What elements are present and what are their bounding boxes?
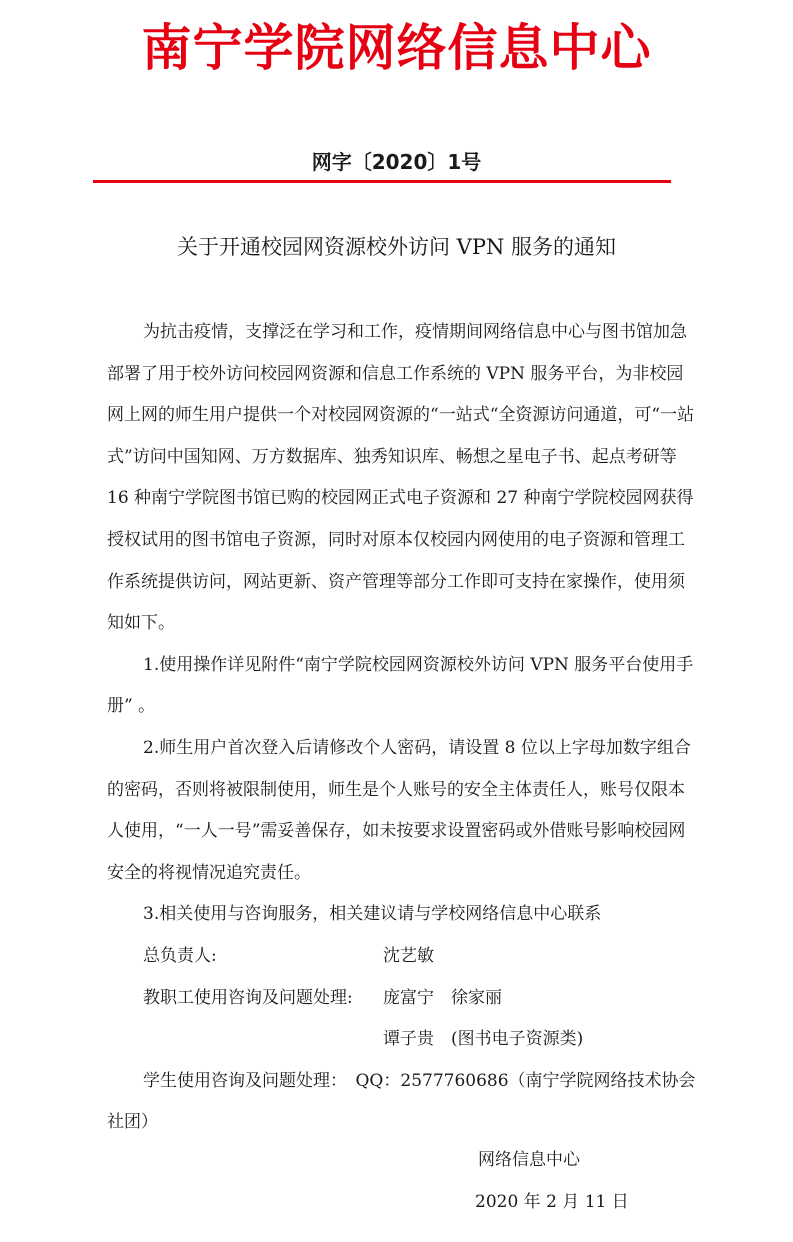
student-contact-paragraph: 学生使用咨询及问题处理： QQ：2577760686（南宁学院网络技术协会社团） [107, 1070, 696, 1133]
red-divider-line [93, 180, 671, 183]
staff-value-1: 庞富宁 徐家丽 [383, 987, 502, 1008]
signature-date: 2020 年 2 月 11 日 [475, 1191, 629, 1212]
signature-block [475, 1140, 629, 1223]
issuer-title: 南宁学院网络信息中心 [141, 19, 652, 77]
item-1-paragraph: 1.使用操作详见附件“南宁学院校园网资源校外访问 VPN 服务平台使用手册” 。 [107, 654, 694, 717]
notice-body [107, 312, 700, 1144]
intro-paragraph: 为抗击疫情，支撑泛在学习和工作，疫情期间网络信息中心与图书馆加急部署了用于校外访问校园网资源和信息工作系统的 VPN 服务平台，为非校园网上网的师生用户提供一个对校园网资源的“一站式“全资源访问通道，可“一站式”访问中国知网、万方数据库、独秀知识库、畅想之星电子书、起点考研等 16 种南宁学院图书馆已购的校园网正式电子资源和 27 种南宁学院校园网获得授权试用的图书馆电子资源，同时对原本仅校园内网使用的电子资源和管理工作系统提供访问，网站更新、资产管理等部分工作即可支持在家操作，使用须知如下。 [107, 322, 695, 634]
contact-staff-row [107, 978, 700, 1020]
contact-lead-row [107, 936, 700, 978]
contact-staff-row-2 [107, 1019, 700, 1061]
lead-value: 沈艺敏 [383, 945, 434, 966]
item-3-paragraph: 3.相关使用与咨询服务，相关建议请与学校网络信息中心联系 [143, 904, 602, 925]
lead-label: 总负责人: [143, 945, 217, 966]
staff-label: 教职工使用咨询及问题处理: [143, 987, 353, 1008]
item-2-paragraph: 2.师生用户首次登入后请修改个人密码，请设置 8 位以上字母加数字组合的密码，否则将被限制使用，师生是个人账号的安全主体责任人，账号仅限本人使用，“一人一号”需妥善保存，如未按要求设置密码或外借账号影响校园网安全的将视情况追究责任。 [107, 737, 691, 883]
notice-title: 关于开通校园网资源校外访问 VPN 服务的通知 [176, 235, 617, 259]
document-number: 网字〔2020〕1号 [311, 150, 482, 174]
staff-value-2: 谭子贵 (图书电子资源类) [383, 1029, 584, 1050]
signature-org: 网络信息中心 [478, 1150, 580, 1170]
